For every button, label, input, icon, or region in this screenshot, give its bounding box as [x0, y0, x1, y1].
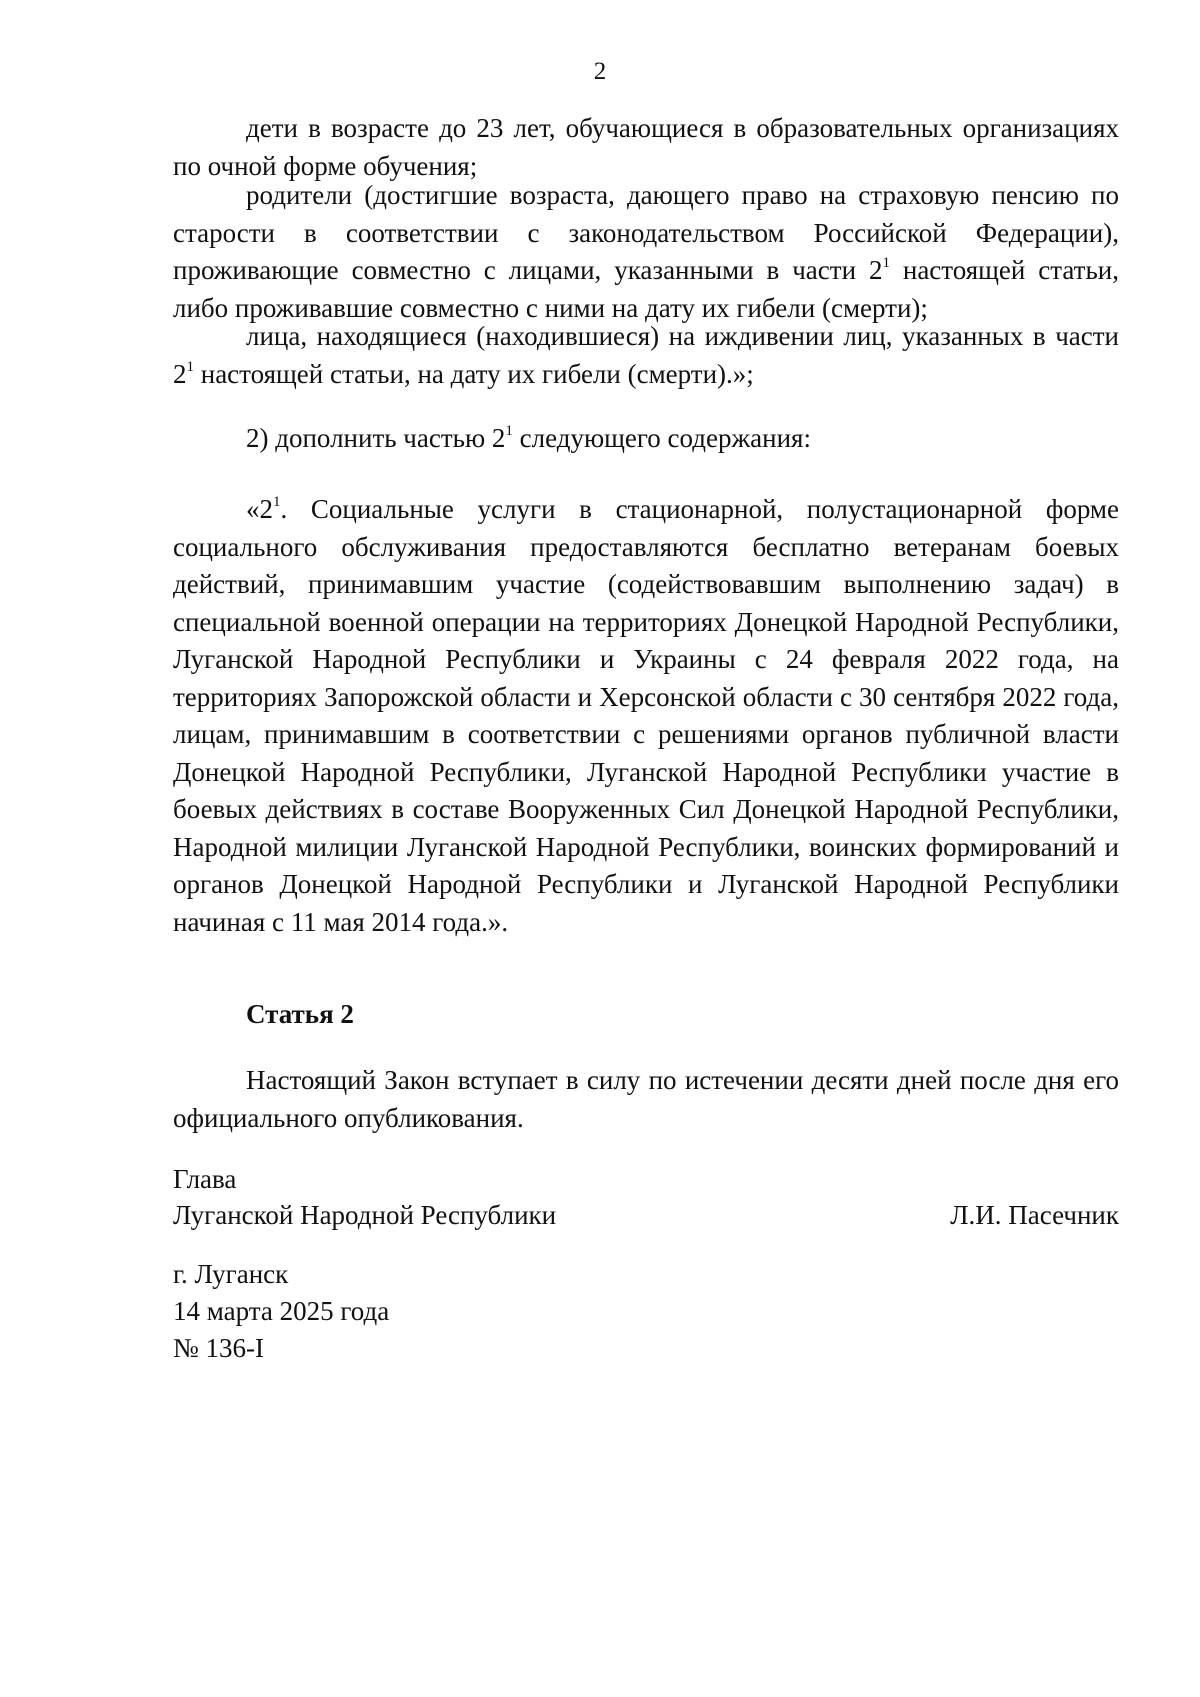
- footer-city: г. Луганск: [173, 1259, 289, 1289]
- paragraph-parents: [173, 177, 1119, 327]
- paragraph-text: настоящей статьи, на дату их гибели (смерти).»;: [194, 358, 754, 389]
- article-heading: Статья 2: [246, 999, 354, 1029]
- paragraph-text: настоящей статьи, либо проживавшие совместно с ними на дату их гибели (смерти);: [173, 255, 1119, 323]
- paragraph-text: дети в возрасте до 23 лет, обучающиеся в образовательных организациях по очной форме обучения;: [173, 113, 1119, 181]
- paragraph-text: следующего содержания:: [512, 423, 811, 453]
- superscript: 1: [273, 494, 281, 510]
- paragraph-social-services: [173, 491, 1119, 941]
- paragraph-dependents: [173, 318, 1119, 393]
- paragraph-text: 2) дополнить частью 2: [246, 423, 506, 453]
- paragraph-text: лица, находящиеся (находившиеся) на иждивении лиц, указанных в части 2: [173, 321, 1119, 389]
- signature-name: Л.И. Пасечник: [950, 1200, 1119, 1230]
- paragraph-text: Настоящий Закон вступает в силу по истечении десяти дней после дня его официального опубликования.: [173, 1065, 1119, 1133]
- footer-date: 14 марта 2025 года: [173, 1296, 390, 1326]
- superscript: 1: [882, 255, 890, 271]
- signature-title-line2: Луганской Народной Республики: [173, 1200, 557, 1230]
- paragraph-text: родители (достигшие возраста, дающего право на страховую пенсию по старости в соответствии с законодательством Российской Федерации), проживающие совместно с лицами, указанными в части 2: [173, 180, 1119, 285]
- paragraph-text: «2: [246, 494, 273, 524]
- paragraph-text: . Социальные услуги в стационарной, полустационарной форме социального обслуживания предоставляются бесплатно ветеранам боевых действий, принимавшим участие (содействовавшим выполнению задач) в специальной военной операции на территориях Донецкой Народной Республики, Луганской Народной Республики и Украины с 24 февраля 2022 года, на территориях Запорожской области и Херсонской области с 30 сентября 2022 года, лицам, принимавшим в соответствии с решениями органов публичной власти Донецкой Народной Республики, Луганской Народной Республики участие в боевых действиях в составе Вооруженных Сил Донецкой Народной Республики, Народной милиции Луганской Народной Республики, воинских формирований и органов Донецкой Народной Республики и Луганской Народной Республики начиная с 11 мая 2014 года.».: [173, 494, 1119, 937]
- paragraph-children: [173, 110, 1119, 185]
- superscript: 1: [505, 423, 513, 439]
- paragraph-entry-into-force: [173, 1062, 1119, 1137]
- footer-number: № 136-I: [173, 1333, 264, 1363]
- superscript: 1: [186, 358, 194, 375]
- signature-title-line1: Глава: [173, 1164, 237, 1194]
- paragraph-amendment: [173, 420, 1119, 458]
- page-number: 2: [593, 58, 607, 85]
